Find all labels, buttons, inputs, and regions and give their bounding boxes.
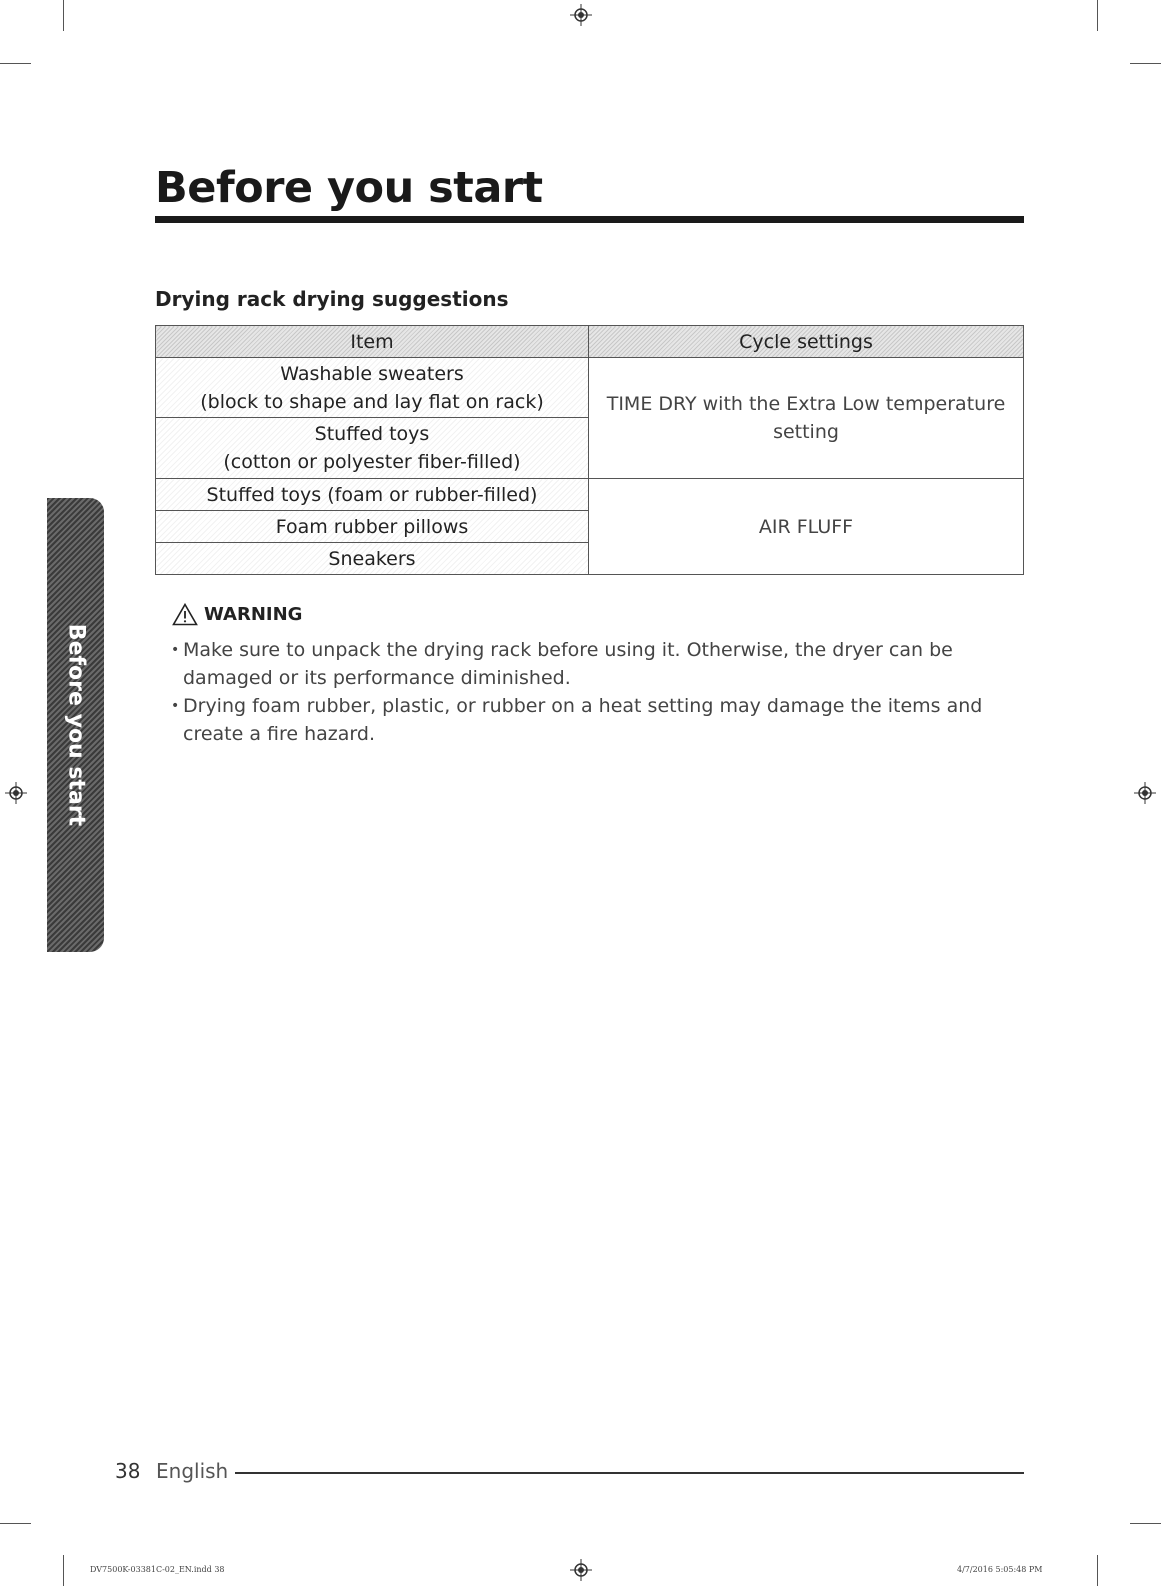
item-cell [156, 358, 589, 418]
print-slug-date: 4/7/2016 5:05:48 PM [957, 1565, 1043, 1574]
table-header-row [156, 326, 1024, 358]
title-rule [155, 216, 1024, 223]
setting-line: TIME DRY with the Extra Low temperature [606, 393, 1006, 415]
print-slug-file: DV7500K-03381C-02_EN.indd 38 [90, 1565, 225, 1574]
table-row [156, 358, 1024, 418]
item-cell: Sneakers [156, 543, 589, 575]
setting-cell: AIR FLUFF [589, 479, 1024, 575]
registration-mark-icon [570, 4, 592, 26]
item-line: (cotton or polyester fiber-filled) [223, 451, 521, 473]
list-item [155, 692, 1015, 748]
crop-mark [63, 1555, 64, 1586]
crop-mark [0, 1523, 31, 1524]
crop-mark [63, 0, 64, 31]
crop-mark [1130, 1523, 1161, 1524]
list-item [155, 636, 1015, 692]
section-heading: Drying rack drying suggestions [155, 287, 509, 311]
item-cell: Foam rubber pillows [156, 511, 589, 543]
warning-label: WARNING [204, 604, 303, 625]
footer-rule [235, 1472, 1024, 1474]
drying-suggestions-table [155, 325, 1024, 575]
table-row [156, 479, 1024, 511]
warning-line: • Make sure to unpack the drying rack before using it. Otherwise, the dryer can be [183, 639, 953, 661]
registration-mark-icon [1134, 782, 1156, 804]
header-cycle-settings: Cycle settings [589, 326, 1024, 358]
item-cell [156, 418, 589, 479]
item-line: (block to shape and lay flat on rack) [200, 390, 544, 413]
warning-line: • Drying foam rubber, plastic, or rubber on a heat setting may damage the items and [183, 695, 983, 717]
page-number: 38 [115, 1459, 141, 1483]
warning-heading [172, 603, 302, 626]
crop-mark [1097, 1555, 1098, 1586]
crop-mark [0, 63, 31, 64]
item-line: Stuffed toys [314, 423, 430, 445]
side-tab [47, 498, 104, 952]
registration-mark-icon [5, 782, 27, 804]
item-cell: Stuffed toys (foam or rubber-filled) [156, 479, 589, 511]
crop-mark [1130, 63, 1161, 64]
page-title: Before you start [155, 163, 543, 213]
header-item: Item [156, 326, 589, 358]
setting-cell [589, 358, 1024, 479]
setting-line: setting [773, 421, 839, 443]
registration-mark-icon [570, 1559, 592, 1581]
warning-triangle-icon [172, 603, 198, 626]
item-line: Washable sweaters [280, 362, 464, 385]
warning-line: create a fire hazard. [183, 723, 376, 745]
warning-line: damaged or its performance diminished. [183, 667, 571, 689]
crop-mark [1097, 0, 1098, 31]
footer-language: English [156, 1459, 229, 1483]
warning-list [155, 636, 1015, 748]
side-tab-label: Before you start [63, 623, 88, 827]
